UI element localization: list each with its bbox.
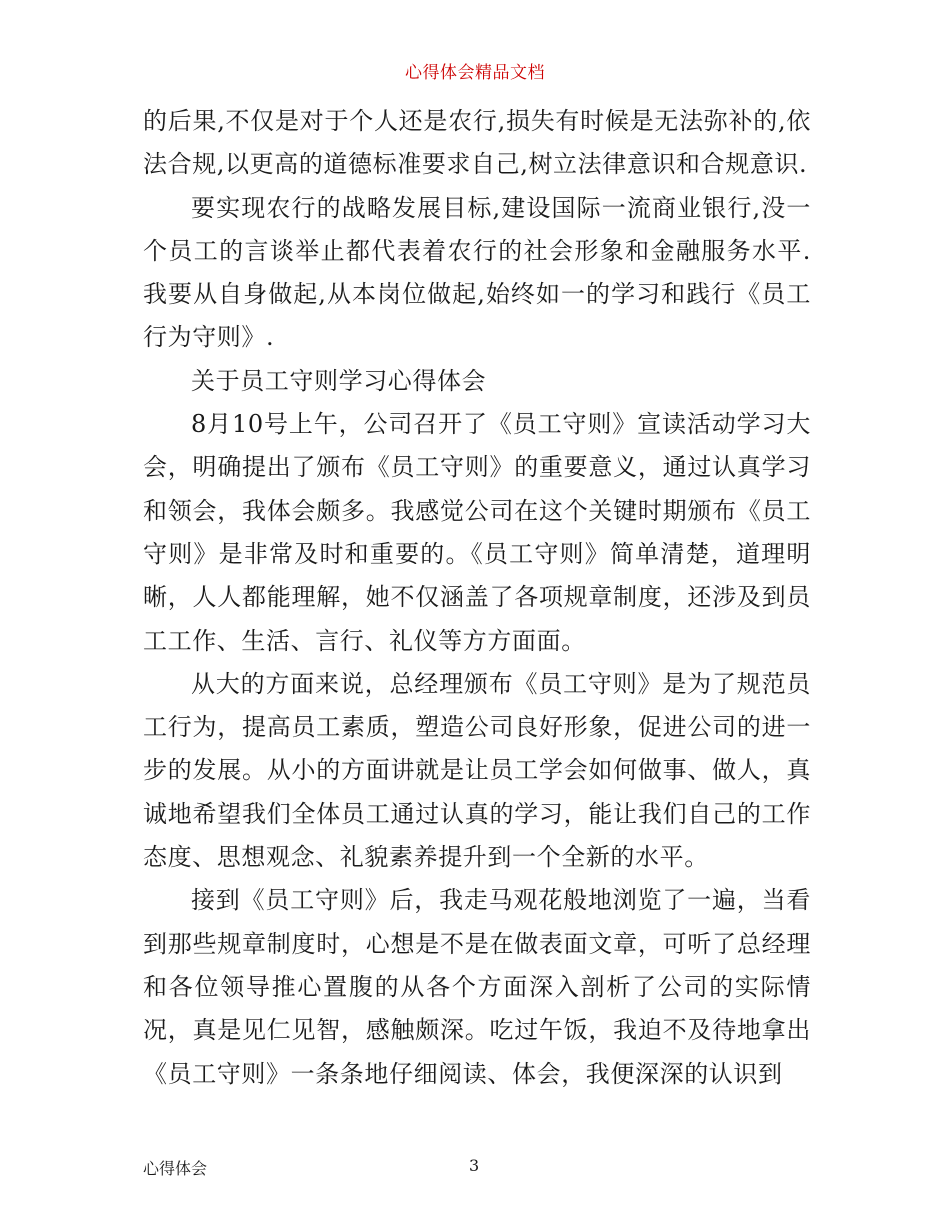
paragraph: 接到《员工守则》后，我走马观花般地浏览了一遍，当看到那些规章制度时，心想是不是在做表面文章，可听了总经理和各位领导推心置腹的从各个方面深入剖析了公司的实际情况，真是见仁见智，感触颇深。吃过午饭，我迫不及待地拿出《员工守则》一条条地仔细阅读、体会，我便深深的认识到 [143,886,811,1088]
page-footer-label: 心得体会 [143,1159,208,1178]
paragraph: 8月10号上午，公司召开了《员工守则》宣读活动学习大会，明确提出了颁布《员工守则》的重要意义，通过认真学习和领会，我体会颇多。我感觉公司在这个关键时期颁布《员工守则》是非常及时和重要的。《员工守则》简单清楚，道理明晰，人人都能理解，她不仅涵盖了各项规章制度，还涉及到员工工作、生活、言行、礼仪等方方面面。 [143,410,811,655]
paragraph: 要实现农行的战略发展目标,建设国际一流商业银行,没一个员工的言谈举止都代表着农行的社会形象和金融服务水平.我要从自身做起,从本岗位做起,始终如一的学习和践行《员工行为守则》. [143,193,811,352]
section-heading: 关于员工守则学习心得体会 [191,366,487,395]
paragraph: 从大的方面来说，总经理颁布《员工守则》是为了规范员工行为，提高员工素质，塑造公司良好形象，促进公司的进一步的发展。从小的方面讲就是让员工学会如何做事、做人，真诚地希望我们全体员工通过认真的学习，能让我们自己的工作态度、思想观念、礼貌素养提升到一个全新的水平。 [143,669,811,872]
paragraph: 的后果,不仅是对于个人还是农行,损失有时候是无法弥补的,依法合规,以更高的道德标准要求自己,树立法律意识和合规意识. [143,107,811,179]
document-body [143,100,811,1096]
page-number: 3 [469,1156,480,1175]
page-header-title: 心得体会精品文档 [405,63,545,83]
